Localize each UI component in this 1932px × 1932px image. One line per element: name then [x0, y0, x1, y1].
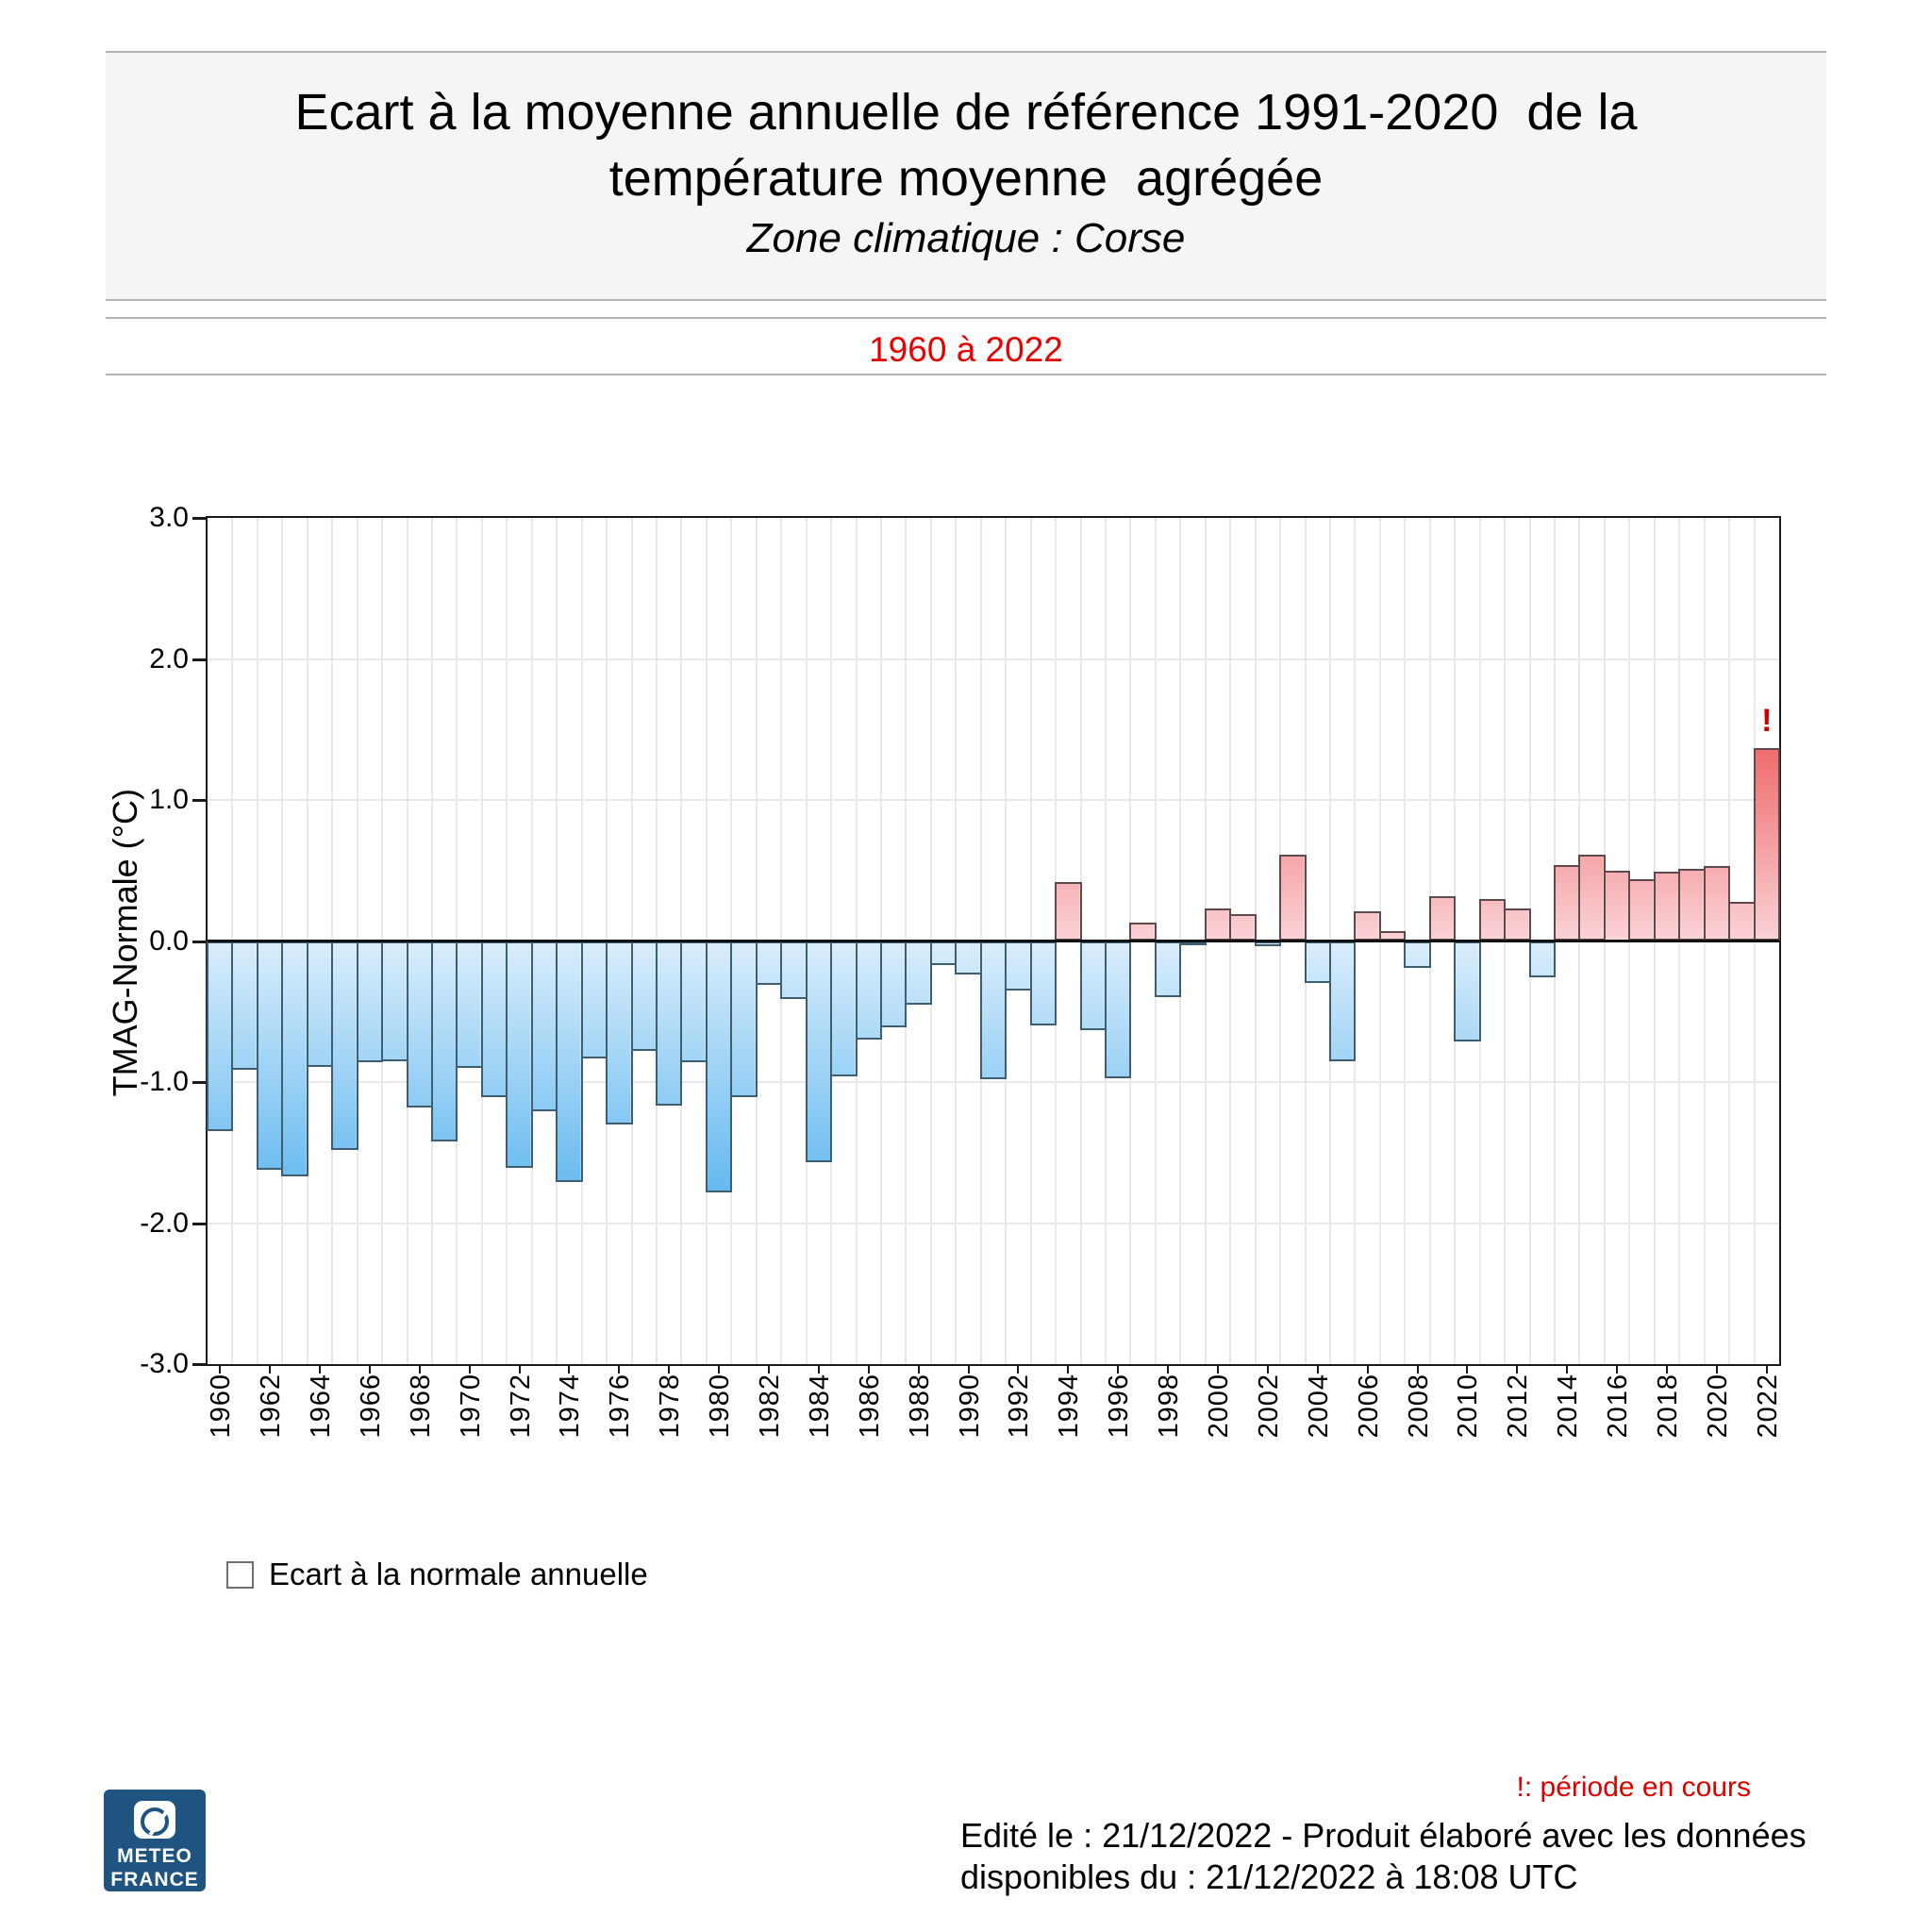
x-axis-tick: [568, 1366, 570, 1374]
bar-2021: [1728, 902, 1755, 941]
page-title-line1: Ecart à la moyenne annuelle de référence 1991-2020 de la: [294, 84, 1638, 141]
x-axis-tick: [1766, 1366, 1768, 1374]
bar-1970: [456, 941, 482, 1069]
x-axis-tick: [1466, 1366, 1468, 1374]
bar-1960: [207, 941, 233, 1132]
x-tick-label: 2022: [1752, 1374, 1783, 1439]
x-axis-tick: [1716, 1366, 1718, 1374]
bar-1993: [1030, 941, 1057, 1026]
bar-1982: [756, 941, 782, 985]
bar-1967: [381, 941, 408, 1061]
footnote-current-period: !: période en cours: [1516, 1772, 1751, 1803]
bar-1995: [1080, 941, 1107, 1030]
x-axis-tick: [1167, 1366, 1169, 1374]
x-axis-tick: [469, 1366, 471, 1374]
bar-2004: [1305, 941, 1331, 984]
bar-2008: [1404, 941, 1430, 968]
y-axis-title: TMAG-Normale (°C): [106, 789, 144, 1097]
y-tick-label: -3.0: [140, 1348, 189, 1379]
x-axis-tick: [269, 1366, 271, 1374]
x-axis-tick: [1117, 1366, 1119, 1374]
bar-1962: [257, 941, 283, 1170]
bar-1977: [631, 941, 658, 1052]
horizontal-gridline: [208, 799, 1779, 801]
bar-2015: [1578, 855, 1605, 941]
x-tick-label: 1976: [605, 1374, 636, 1439]
zero-line: [208, 940, 1779, 942]
bar-1984: [806, 941, 832, 1163]
x-axis-tick: [618, 1366, 620, 1374]
y-axis-tick: [192, 1081, 206, 1084]
bar-1990: [955, 941, 981, 975]
legend: [226, 1557, 648, 1592]
bar-2000: [1205, 908, 1231, 941]
x-tick-label: 1964: [306, 1374, 336, 1439]
bar-2013: [1529, 941, 1556, 978]
bar-2001: [1229, 914, 1256, 941]
x-tick-label: 2004: [1303, 1374, 1334, 1439]
meteo-france-logo-icon: [134, 1801, 175, 1839]
bar-1992: [1005, 941, 1031, 991]
bar-2010: [1454, 941, 1480, 1041]
x-axis-tick: [1367, 1366, 1369, 1374]
period-range-label: 1960 à 2022: [869, 330, 1063, 369]
bar-1974: [556, 941, 582, 1183]
bar-2003: [1279, 855, 1306, 941]
x-tick-label: 1962: [256, 1374, 287, 1439]
bar-2009: [1429, 896, 1456, 941]
x-tick-label: 2016: [1603, 1374, 1634, 1439]
x-axis-tick: [1267, 1366, 1269, 1374]
y-tick-label: 1.0: [149, 784, 189, 815]
bar-2014: [1554, 865, 1580, 941]
bar-1971: [481, 941, 508, 1098]
bar-1963: [281, 941, 308, 1177]
x-axis-tick: [918, 1366, 920, 1374]
x-axis-tick: [718, 1366, 720, 1374]
bar-1965: [331, 941, 358, 1150]
bar-1978: [656, 941, 682, 1107]
legend-label: Ecart à la normale annuelle: [269, 1557, 648, 1591]
footer-edited-line1: Edité le : 21/12/2022 - Produit élaboré avec les données: [960, 1816, 1807, 1855]
x-tick-label: 1968: [405, 1374, 436, 1439]
logo-text: [110, 1844, 199, 1891]
chart-subtitle: Zone climatique : Corse: [746, 215, 1186, 261]
x-axis-tick: [968, 1366, 970, 1374]
bar-1991: [980, 941, 1007, 1080]
x-axis-tick: [1666, 1366, 1668, 1374]
bar-1980: [706, 941, 732, 1192]
x-axis-tick: [768, 1366, 770, 1374]
bar-2005: [1329, 941, 1356, 1061]
x-tick-label: 1970: [455, 1374, 486, 1439]
bar-1972: [506, 941, 532, 1169]
x-axis-tick: [818, 1366, 820, 1374]
bar-1998: [1155, 941, 1181, 998]
divider-below-period: [106, 374, 1826, 375]
x-axis-tick: [868, 1366, 870, 1374]
x-axis-tick: [1616, 1366, 1618, 1374]
x-tick-label: 2008: [1403, 1374, 1434, 1439]
bar-1973: [531, 941, 558, 1112]
x-tick-label: 2002: [1253, 1374, 1284, 1439]
x-axis-tick: [369, 1366, 371, 1374]
x-axis-tick: [1217, 1366, 1219, 1374]
x-axis-tick: [1067, 1366, 1069, 1374]
x-tick-label: 2000: [1204, 1374, 1234, 1439]
bar-1994: [1055, 882, 1081, 941]
bar-1981: [730, 941, 757, 1098]
x-axis-tick: [419, 1366, 421, 1374]
x-tick-label: 1996: [1104, 1374, 1135, 1439]
horizontal-gridline: [208, 658, 1779, 660]
x-tick-label: 1966: [355, 1374, 386, 1439]
plot-area: [208, 518, 1779, 1364]
x-axis-tick: [1516, 1366, 1518, 1374]
x-tick-label: 2018: [1653, 1374, 1683, 1439]
bar-1996: [1105, 941, 1131, 1078]
y-axis-tick: [192, 1223, 206, 1225]
y-tick-label: -2.0: [140, 1207, 189, 1239]
x-axis-tick: [1317, 1366, 1319, 1374]
x-tick-label: 1990: [954, 1374, 985, 1439]
bar-1985: [830, 941, 857, 1077]
bar-1976: [606, 941, 632, 1124]
y-tick-label: -1.0: [140, 1066, 189, 1097]
x-axis-tick: [519, 1366, 521, 1374]
x-tick-label: 1984: [804, 1374, 835, 1439]
x-axis-tick: [319, 1366, 321, 1374]
y-tick-label: 2.0: [149, 642, 189, 675]
x-tick-label: 1982: [755, 1374, 785, 1439]
bar-1966: [357, 941, 383, 1063]
x-tick-label: 1972: [505, 1374, 536, 1439]
y-axis-tick: [192, 941, 206, 943]
x-tick-label: 1960: [206, 1374, 237, 1439]
bar-2022: [1754, 748, 1780, 941]
bar-2011: [1479, 899, 1506, 941]
plot-frame: [206, 516, 1781, 1366]
x-tick-label: 1974: [555, 1374, 586, 1439]
bar-1997: [1129, 923, 1156, 941]
x-tick-label: 1992: [1004, 1374, 1035, 1439]
meteo-france-logo: [104, 1790, 206, 1891]
legend-checkbox[interactable]: [226, 1561, 254, 1589]
bar-1989: [930, 941, 957, 965]
horizontal-gridline: [208, 1223, 1779, 1224]
bar-1987: [880, 941, 907, 1027]
bar-2017: [1628, 879, 1655, 941]
x-axis-tick: [219, 1366, 221, 1374]
y-axis-tick: [192, 799, 206, 802]
bar-2019: [1678, 869, 1705, 941]
bar-2018: [1654, 872, 1680, 941]
bar-2012: [1504, 908, 1530, 941]
y-tick-label: 0.0: [149, 924, 189, 957]
x-axis-tick: [1566, 1366, 1568, 1374]
current-period-marker: !: [1761, 702, 1773, 739]
y-axis-tick: [192, 1363, 206, 1366]
bar-1968: [407, 941, 433, 1108]
x-axis-tick: [668, 1366, 670, 1374]
x-tick-label: 2012: [1503, 1374, 1534, 1439]
x-tick-label: 1986: [854, 1374, 885, 1439]
footer-edited-line2: disponibles du : 21/12/2022 à 18:08 UTC: [960, 1857, 1578, 1896]
divider-above-period: [106, 317, 1826, 319]
x-tick-label: 2006: [1353, 1374, 1384, 1439]
x-tick-label: 1988: [904, 1374, 935, 1439]
bar-1986: [856, 941, 882, 1041]
x-tick-label: 2014: [1553, 1374, 1584, 1439]
x-tick-label: 2010: [1453, 1374, 1484, 1439]
x-tick-label: 1980: [705, 1374, 736, 1439]
bar-2016: [1604, 871, 1630, 941]
x-tick-label: 1978: [655, 1374, 686, 1439]
y-tick-label: 3.0: [149, 502, 189, 533]
bar-1975: [581, 941, 608, 1058]
bar-1988: [905, 941, 931, 1005]
bar-2020: [1704, 866, 1730, 941]
bar-2006: [1354, 911, 1380, 941]
y-axis-tick: [192, 517, 206, 520]
logo-text-line1: METEO: [117, 1845, 192, 1867]
x-tick-label: 1994: [1054, 1374, 1085, 1439]
bar-1969: [431, 941, 458, 1141]
bar-1961: [231, 941, 258, 1070]
bar-1979: [680, 941, 707, 1063]
bar-1983: [780, 941, 807, 999]
y-axis-tick: [192, 658, 206, 661]
page-title-line2: température moyenne agrégée: [608, 150, 1324, 207]
x-tick-label: 2020: [1702, 1374, 1733, 1439]
divider-under-title: [106, 299, 1826, 301]
logo-text-line2: FRANCE: [110, 1869, 199, 1890]
x-axis-tick: [1017, 1366, 1019, 1374]
x-tick-label: 1998: [1154, 1374, 1185, 1439]
bar-1964: [307, 941, 333, 1067]
x-axis-tick: [1417, 1366, 1419, 1374]
